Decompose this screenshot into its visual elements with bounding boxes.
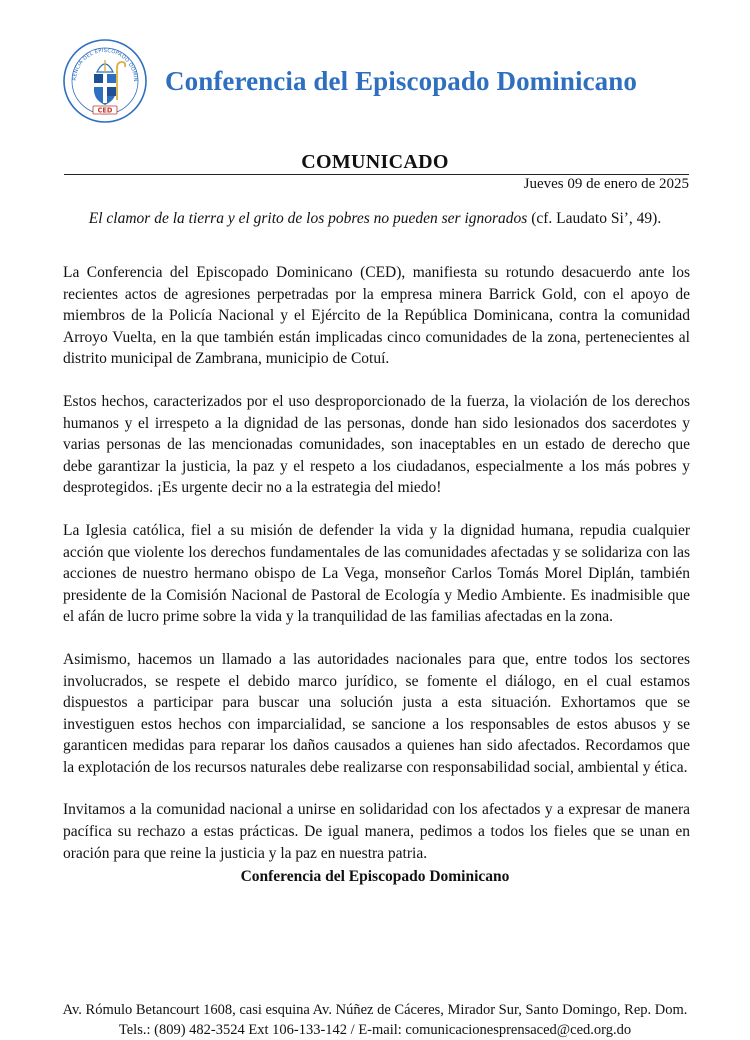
document-body xyxy=(63,262,690,885)
paragraph: Estos hechos, caracterizados por el uso desproporcionado de la fuerza, la violación de los derechos humanos y el irrespeto a la dignidad de las personas, donde han sido lesionados dos sacerdotes y varias personas de las mencionadas comunidades, son inaceptables en un estado de derecho que debe garantizar la justicia, la paz y el respeto a los ciudadanos, especialmente a los más pobres y desprotegidos. ¡Es urgente decir no a la estrategia del miedo! xyxy=(63,392,690,497)
epigraph-citation: (cf. Laudato Si’, 49). xyxy=(531,210,662,227)
footer-contact: Tels.: (809) 482-3524 Ext 106-133-142 / E-mail: comunicacionesprensaced@ced.org.do xyxy=(118,1022,632,1038)
document-date: Jueves 09 de enero de 2025 xyxy=(523,176,689,192)
page-footer xyxy=(0,1000,750,1040)
paragraph: Asimismo, hacemos un llamado a las autoridades nacionales para que, entre todos los sectores involucrados, se respete el debido marco jurídico, se fomente el diálogo, en el cual estamos dispuestos a participar para buscar una solución justa a esta situación. Exhortamos que se investiguen estos hechos con imparcialidad, se sancione a los responsables de estos abusos y se garanticen medidas para reparar los daños causados a quienes han sido afectados. Recordamos que la explotación de los recursos naturales debe realizarse con responsabilidad social, ambiental y ética. xyxy=(63,650,690,776)
ced-seal-icon xyxy=(62,38,148,124)
logo-ring-text: RENCIA DEL EPISCOPADO DOMIN xyxy=(71,47,139,82)
document-heading: COMUNICADO xyxy=(301,151,449,173)
heading-divider xyxy=(64,174,689,175)
paragraph: Invitamos a la comunidad nacional a unirse en solidaridad con los afectados y a expresar de manera pacífica su rechazo a estas prácticas. De igual manera, pedimos a todos los fieles que se unan en oración para que reine la justicia y la paz en nuestra patria. xyxy=(63,801,690,862)
organization-title: Conferencia del Episcopado Dominicano xyxy=(165,66,637,96)
logo-abbr: CED xyxy=(97,106,113,115)
paragraph: La Conferencia del Episcopado Dominicano (CED), manifiesta su rotundo desacuerdo ante los recientes actos de agresiones perpetradas por la empresa minera Barrick Gold, con el apoyo de miembros de la Policía Nacional y el Ejército de la República Dominicana, contra la comunidad Arroyo Vuelta, en la que también están implicadas cinco comunidades de la zona, pertenecientes al distrito municipal de Zambrana, municipio de Cotuí. xyxy=(63,264,690,368)
signature: Conferencia del Episcopado Dominicano xyxy=(240,868,510,885)
footer-address: Av. Rómulo Betancourt 1608, casi esquina Av. Núñez de Cáceres, Mirador Sur, Santo Domingo, Rep. Dom. xyxy=(62,1002,688,1018)
epigraph-quote: El clamor de la tierra y el grito de los pobres no pueden ser ignorados xyxy=(88,210,528,227)
ced-logo xyxy=(62,38,148,124)
epigraph xyxy=(0,210,750,228)
paragraph: La Iglesia católica, fiel a su misión de defender la vida y la dignidad humana, repudia cualquier acción que violente los derechos fundamentales de las comunidades afectadas y se solidariza con las acciones de nuestro hermano obispo de La Vega, monseñor Carlos Tomás Morel Diplán, también presidente de la Comisión Nacional de Pastoral de Ecología y Medio Ambiente. Es inadmisible que el afán de lucro prime sobre la vida y la tranquilidad de las familias afectadas en la zona. xyxy=(63,521,690,626)
